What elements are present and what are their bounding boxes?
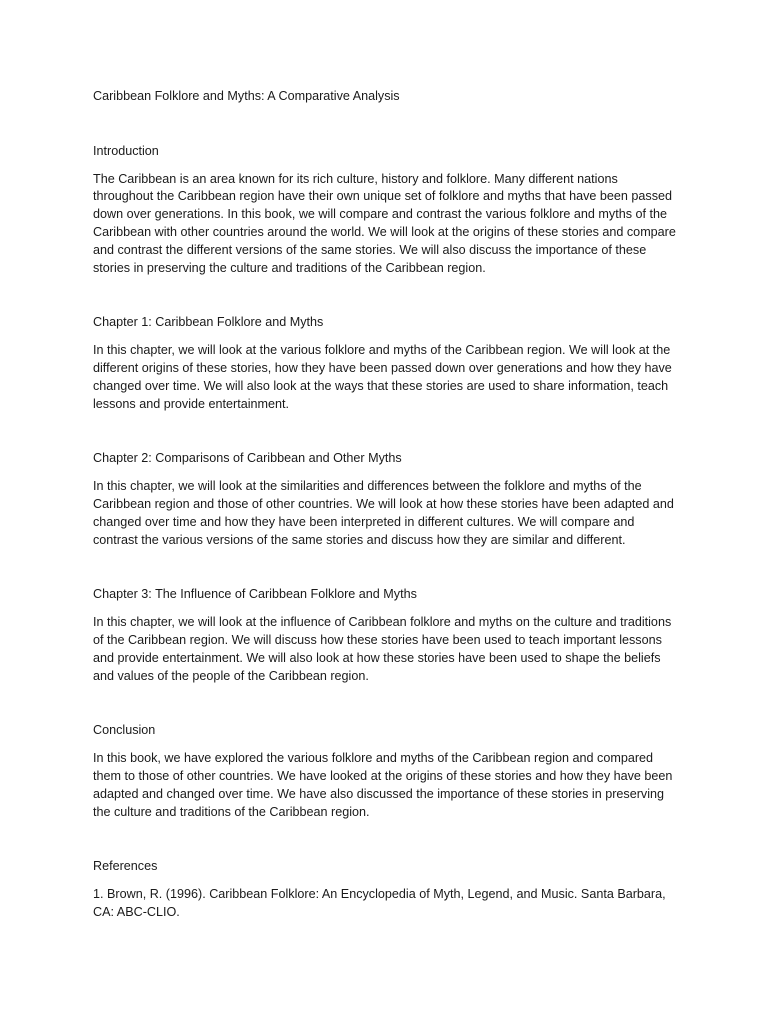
section-body: The Caribbean is an area known for its rich culture, history and folklore. Many different nations throughout the Caribbean region have their own unique set of folklore and myths that have been passed down over generations. In this book, we will compare and contrast the various folklore and myths of the Caribbean with other countries around the world. We will look at the origins of these stories and compare and contrast the different versions of the same stories. We will also discuss the importance of these stories in preserving the culture and traditions of the Caribbean region. (93, 171, 676, 275)
section-body: In this chapter, we will look at the various folklore and myths of the Caribbean region. We will look at the different origins of these stories, how they have been passed down over generations and how they have changed over time. We will also look at the ways that these stories are used to share information, teach lessons and provide entertainment. (93, 343, 672, 411)
section-heading: Chapter 2: Comparisons of Caribbean and Other Myths (93, 451, 402, 466)
section-introduction (93, 143, 678, 278)
section-references (93, 858, 678, 921)
reference-list (93, 886, 678, 922)
reference-item: 1. Brown, R. (1996). Caribbean Folklore: An Encyclopedia of Myth, Legend, and Music. Santa Barbara, CA: ABC-CLIO. (93, 887, 666, 919)
section-body: In this chapter, we will look at the similarities and differences between the folklore and myths of the Caribbean region and those of other countries. We will look at how these stories have been adapted and changed over time and how they have been interpreted in different cultures. We will compare and contrast the various versions of the same stories and discuss how they are similar and different. (93, 479, 674, 547)
section-body: In this chapter, we will look at the influence of Caribbean folklore and myths on the culture and traditions of the Caribbean region. We will discuss how these stories have been used to teach important lessons and provide entertainment. We will also look at how these stories have been used to shape the beliefs and values of the people of the Caribbean region. (93, 615, 672, 683)
section-chapter-3 (93, 586, 678, 685)
section-chapter-2 (93, 450, 678, 549)
section-chapter-1 (93, 314, 678, 413)
section-conclusion (93, 722, 678, 821)
references-heading: References (93, 859, 158, 874)
section-heading: Conclusion (93, 723, 156, 738)
section-heading: Chapter 3: The Influence of Caribbean Folklore and Myths (93, 587, 417, 602)
document-title: Caribbean Folklore and Myths: A Comparative Analysis (93, 89, 400, 103)
section-heading: Introduction (93, 143, 159, 158)
section-body: In this book, we have explored the various folklore and myths of the Caribbean region and compared them to those of other countries. We have looked at the origins of these stories and how they have been adapted and changed over time. We have also discussed the importance of these stories in preserving the culture and traditions of the Caribbean region. (93, 751, 673, 819)
section-heading: Chapter 1: Caribbean Folklore and Myths (93, 315, 324, 330)
